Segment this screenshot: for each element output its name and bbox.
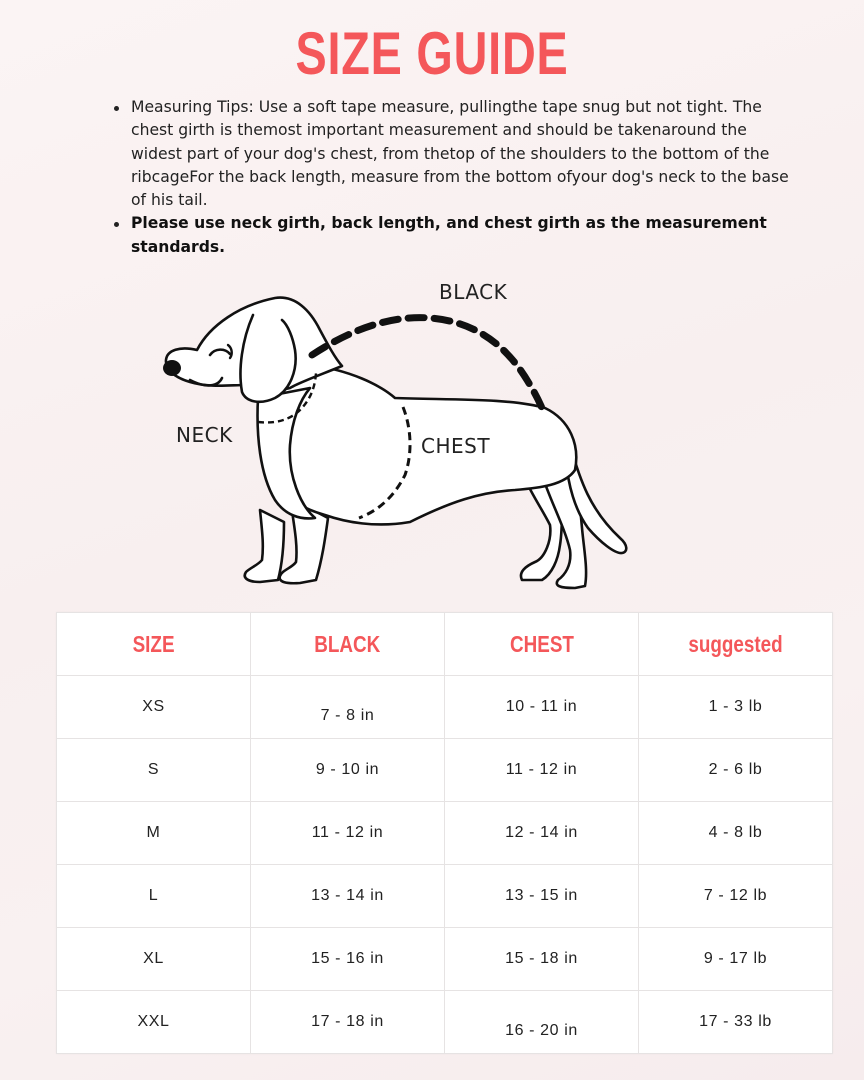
dog-measurement-diagram [150, 270, 650, 600]
cell-size: XXL [57, 991, 251, 1054]
cell-size: S [57, 739, 251, 802]
cell-weight: 17 - 33 lb [639, 991, 833, 1054]
measuring-tips-list [112, 96, 792, 259]
cell-chest: 13 - 15 in [445, 865, 639, 928]
table-row [57, 802, 833, 865]
cell-back: 17 - 18 in [251, 991, 445, 1054]
table-row [57, 676, 833, 739]
neck-label: NECK [176, 423, 233, 447]
cell-size: XS [57, 676, 251, 739]
chest-label: CHEST [421, 434, 491, 458]
cell-chest: 15 - 18 in [445, 928, 639, 991]
header-back: BLACK [251, 613, 445, 676]
header-size: SIZE [57, 613, 251, 676]
cell-weight: 7 - 12 lb [639, 865, 833, 928]
cell-back: 9 - 10 in [251, 739, 445, 802]
table-row [57, 739, 833, 802]
cell-weight: 2 - 6 lb [639, 739, 833, 802]
cell-size: L [57, 865, 251, 928]
cell-size: XL [57, 928, 251, 991]
cell-weight: 4 - 8 lb [639, 802, 833, 865]
cell-back: 7 - 8 in [251, 676, 445, 739]
cell-chest: 16 - 20 in [445, 991, 639, 1054]
table-row [57, 928, 833, 991]
table-row [57, 991, 833, 1054]
cell-chest: 11 - 12 in [445, 739, 639, 802]
size-chart-table [56, 612, 833, 1054]
page-title: SIZE GUIDE [295, 20, 569, 87]
cell-back: 13 - 14 in [251, 865, 445, 928]
cell-back: 15 - 16 in [251, 928, 445, 991]
tip-measuring: Measuring Tips: Use a soft tape measure, pullingthe tape snug but not tight. The chest girth is themost important measurement and should be takenaround the widest part of your dog's chest, from thetop of the shoulders to the bottom of the ribcageFor the back length, measure from the bottom ofyour dog's neck to the base of his tail. [112, 96, 792, 212]
cell-size: M [57, 802, 251, 865]
table-row [57, 865, 833, 928]
cell-chest: 10 - 11 in [445, 676, 639, 739]
back-length-label: BLACK [439, 280, 508, 304]
cell-back: 11 - 12 in [251, 802, 445, 865]
tip-standards: Please use neck girth, back length, and chest girth as the measurement standards. [112, 212, 792, 259]
cell-chest: 12 - 14 in [445, 802, 639, 865]
cell-weight: 9 - 17 lb [639, 928, 833, 991]
header-chest: CHEST [445, 613, 639, 676]
header-suggested-weight: suggested [639, 613, 833, 676]
cell-weight: 1 - 3 lb [639, 676, 833, 739]
table-header-row [57, 613, 833, 676]
